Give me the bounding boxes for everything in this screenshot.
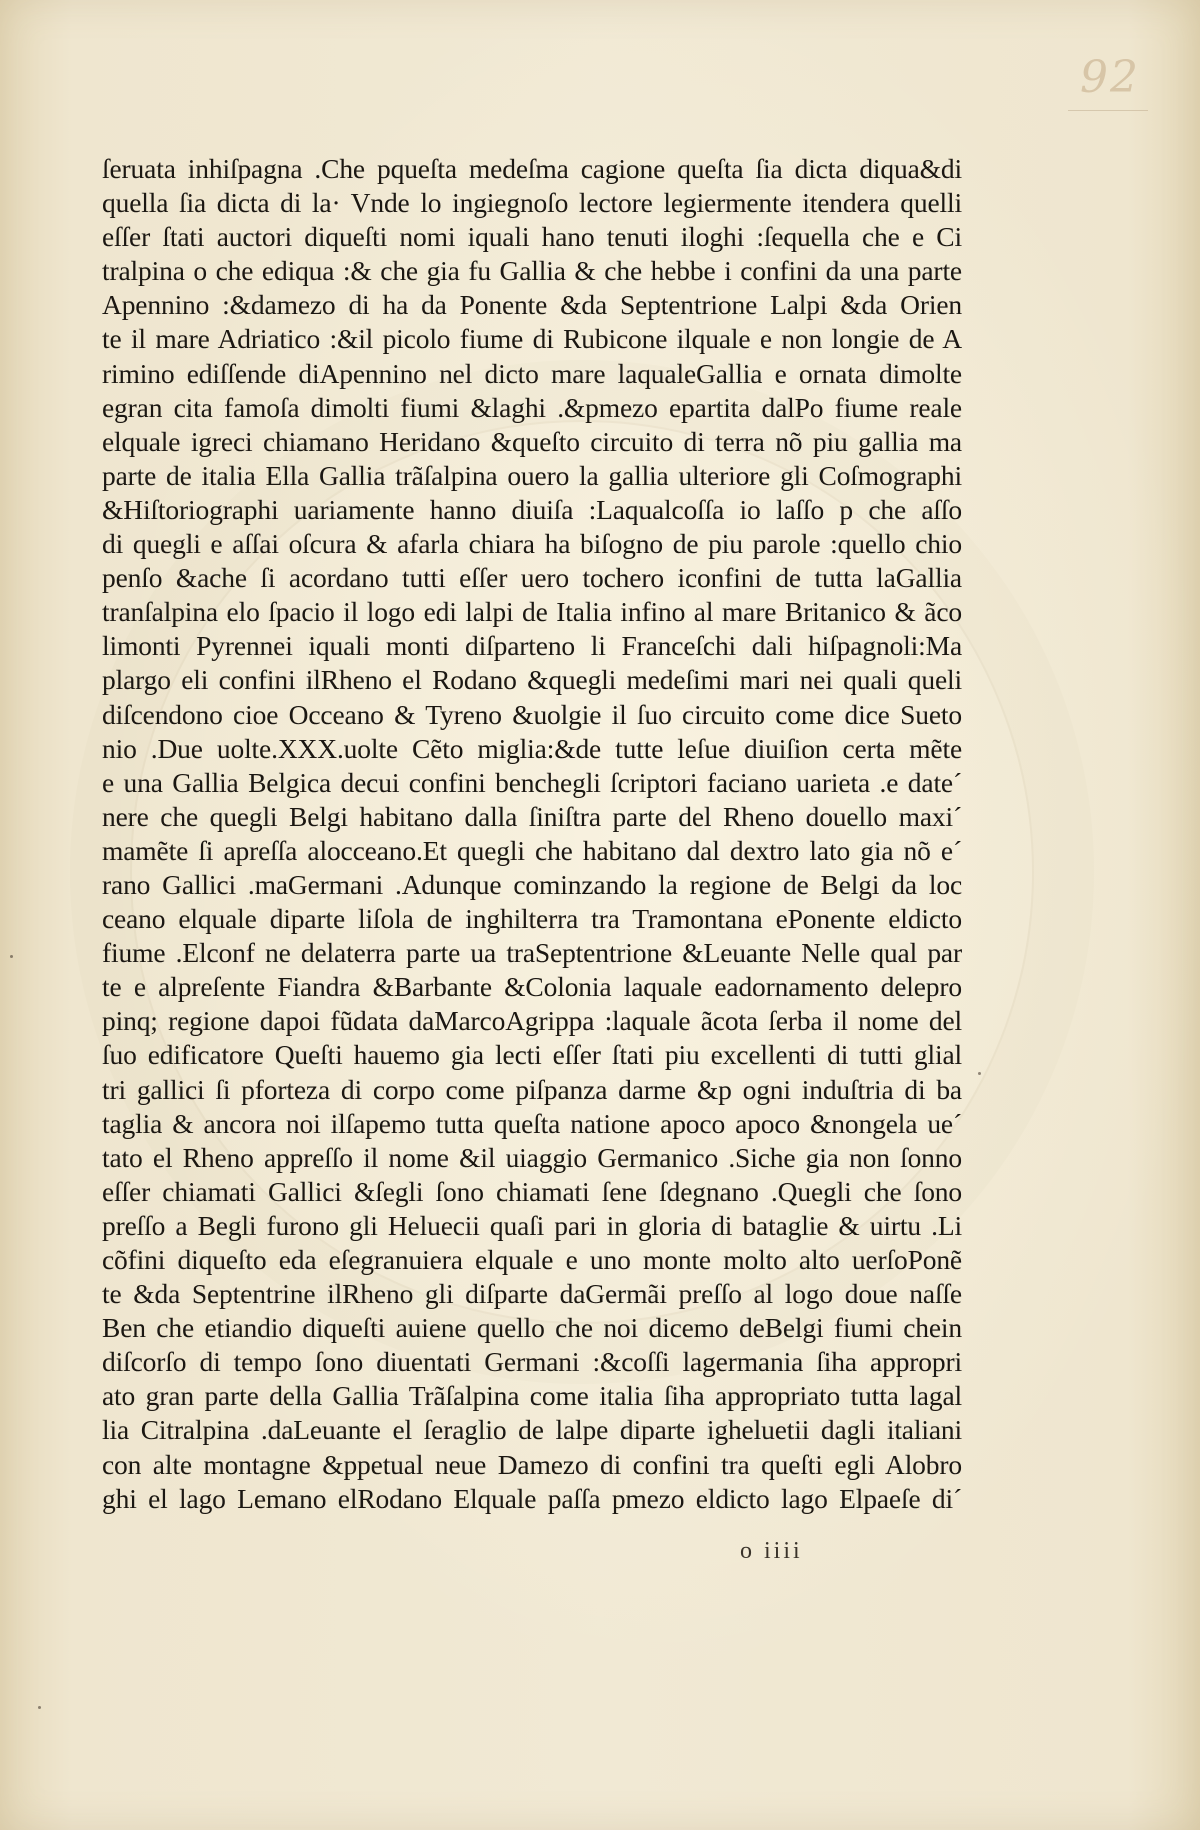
text-line: diſcendono cioe Occeano & Tyreno &uolgie il ſuo circuito come dice Sueto [102, 698, 962, 730]
text-line: diſcorſo di tempo ſono diuentati Germani :&coſſi lagermania ſiha appropri [102, 1346, 962, 1378]
text-line: eſſer chiamati Gallici &ſegli ſono chiamati ſene ſdegnano .Quegli che ſono [102, 1175, 962, 1207]
text-line: &Hiſtoriographi uariamente hanno diuiſa :Laqualcoſſa io laſſo p che aſſo [102, 493, 962, 525]
text-line: Ben che etiandio diqueſti auiene quello che noi dicemo deBelgi fiumi chein [102, 1312, 962, 1344]
text-line: rimino ediſſende diApennino nel dicto mare laqualeGallia e ornata dimolte [102, 357, 962, 389]
text-line: ato gran parte della Gallia Trãſalpina come italia ſiha appropriato tutta lagal [102, 1380, 962, 1412]
signature-mark: o iiii [740, 1538, 803, 1564]
text-line: cõfini diqueſto eda eſegranuiera elquale e uno monte molto alto uerſoPonẽ [102, 1244, 962, 1275]
text-line: lia Citralpina .daLeuante el ſeraglio de lalpe diparte igheluetii dagli italiani [102, 1414, 962, 1446]
text-line: eſſer ſtati auctori diqueſti nomi iquali hano tenuti iloghi :ſequella che e Ci [102, 221, 962, 253]
text-line: Apennino :&damezo di ha da Ponente &da Septentrione Lalpi &da Orien [102, 289, 962, 321]
text-line: nio .Due uolte.XXX.uolte Cẽto miglia:&de tutte leſue diuiſion certa mẽte [102, 732, 962, 764]
folio-underline [1068, 110, 1148, 111]
text-line: plargo eli confini ilRheno el Rodano &quegli medeſimi mari nei quali queli [102, 664, 962, 696]
text-line: tri gallici ſi pforteza di corpo come piſpanza darme &p ogni induſtria di ba [102, 1073, 962, 1105]
ink-speck [10, 955, 13, 958]
text-line: preſſo a Begli furono gli Heluecii quaſi pari in gloria di bataglie & uirtu .Li [102, 1209, 962, 1241]
text-line: ſuo edificatore Queſti hauemo gia lecti eſſer ſtati piu excellenti di tutti glial [102, 1039, 962, 1071]
text-line: te e alpreſente Fiandra &Barbante &Colonia laquale eadornamento delepro [102, 971, 962, 1003]
text-line: tralpina o che ediqua :& che gia fu Gallia & che hebbe i confini da una parte [102, 255, 962, 287]
text-line: di quegli e aſſai oſcura & afarla chiara ha biſogno de piu parole :quello chio [102, 528, 962, 560]
text-line: egran cita famoſa dimolti fiumi &laghi .&pmezo epartita dalPo fiume reale [102, 391, 962, 423]
text-line: tranſalpina elo ſpacio il logo edi lalpi de Italia infino al mare Britanico & ãco [102, 596, 962, 628]
text-line: fiume .Elconf ne delaterra parte ua traSeptentrione &Leuante Nelle qual par [102, 937, 962, 969]
text-line: ghi el lago Lemano elRodano Elquale paſſa pmezo eldicto lago Elpaeſe di´ [102, 1482, 962, 1514]
text-line: quella ſia dicta di la· Vnde lo ingiegnoſo lectore legiermente itendera quelli [102, 187, 962, 219]
text-line: tato el Rheno appreſſo il nome &il uiaggio Germanico .Siche gia non ſonno [102, 1141, 962, 1173]
text-line: te il mare Adriatico :&il picolo fiume di Rubicone ilquale e non longie de A [102, 323, 962, 355]
text-line: parte de italia Ella Gallia trãſalpina ouero la gallia ulteriore gli Coſmographi [102, 459, 962, 491]
text-column [102, 152, 962, 1516]
text-line: te &da Septentrine ilRheno gli diſparte daGermãi preſſo al logo doue naſſe [102, 1278, 962, 1310]
text-line: limonti Pyrennei iquali monti diſparteno li Franceſchi dali hiſpagnoli:Ma [102, 630, 962, 662]
text-line: con alte montagne &ppetual neue Damezo di confini tra queſti egli Alobro [102, 1448, 962, 1480]
text-line: pinq; regione dapoi fũdata daMarcoAgrippa :laquale ãcota ſerba il nome del [102, 1005, 962, 1037]
text-line: taglia & ancora noi ilſapemo tutta queſta natione apoco apoco &nongela ue´ [102, 1107, 962, 1139]
text-line: nere che quegli Belgi habitano dalla ſiniſtra parte del Rheno douello maxi´ [102, 800, 962, 832]
text-line: rano Gallici .maGermani .Adunque cominzando la regione de Belgi da loc [102, 868, 962, 900]
text-line: ſeruata inhiſpagna .Che pqueſta medeſma cagione queſta ſia dicta diqua&di [102, 153, 962, 184]
ink-speck [38, 1706, 41, 1709]
text-line: mamẽte ſi apreſſa alocceano.Et quegli che habitano dal dextro lato gia nõ e´ [102, 834, 962, 866]
ink-speck [978, 1072, 981, 1075]
text-line: elquale igreci chiamano Heridano &queſto circuito di terra nõ piu gallia ma [102, 425, 962, 457]
text-line: e una Gallia Belgica decui confini benchegli ſcriptori faciano uarieta .e date´ [102, 766, 962, 798]
text-line: ceano elquale diparte liſola de inghilterra tra Tramontana ePonente eldicto [102, 903, 962, 935]
folio-number: 92 [1080, 52, 1140, 103]
text-line: penſo &ache ſi acordano tutti eſſer uero tochero iconfini de tutta laGallia [102, 562, 962, 594]
